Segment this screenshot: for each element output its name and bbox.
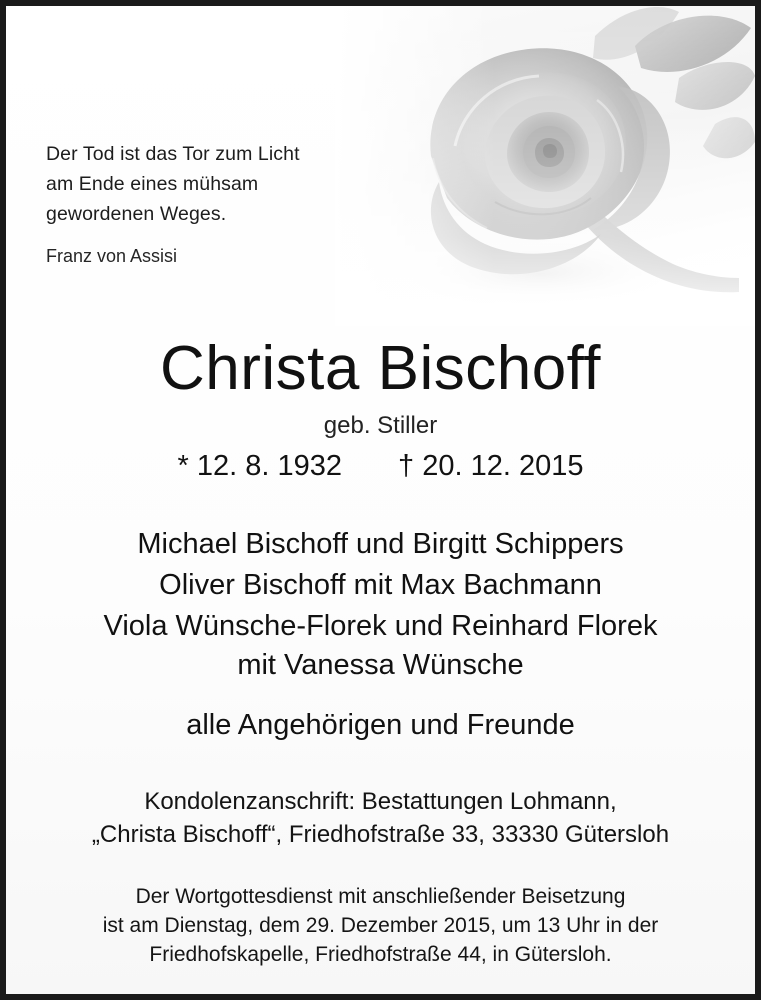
condolence-line-1: Kondolenzanschrift: Bestattungen Lohmann, [144, 788, 617, 815]
rose-photo [335, 6, 755, 326]
quote-block [46, 139, 376, 269]
rose-icon [335, 6, 755, 326]
condolence-block [6, 785, 755, 851]
family-line-2: Oliver Bischoff mit Max Bachmann [159, 569, 602, 601]
deceased-maiden-name: geb. Stiller [323, 412, 438, 439]
family-line-5: alle Angehörigen und Freunde [186, 709, 575, 741]
family-line-4: mit Vanessa Wünsche [237, 649, 524, 681]
quote-line-2: am Ende eines mühsam [46, 173, 259, 195]
family-block [6, 524, 755, 746]
deceased-name: Christa Bischoff [159, 334, 602, 403]
life-dates [6, 447, 755, 485]
service-line-1: Der Wortgottesdienst mit anschließender Beisetzung [135, 885, 626, 908]
condolence-line-2: „Christa Bischoff“, Friedhofstraße 33, 33330 Gütersloh [91, 821, 670, 848]
quote-author: Franz von Assisi [46, 246, 178, 266]
quote-line-1: Der Tod ist das Tor zum Licht [46, 143, 300, 165]
death-date: † 20. 12. 2015 [398, 450, 584, 482]
quote-line-3: gewordenen Weges. [46, 203, 227, 225]
service-line-3: Friedhofskapelle, Friedhofstraße 44, in Gütersloh. [149, 943, 612, 966]
service-block [6, 882, 755, 969]
birth-date: * 12. 8. 1932 [177, 450, 343, 482]
family-line-1: Michael Bischoff und Birgitt Schippers [137, 528, 624, 560]
notice-inner [6, 6, 755, 994]
service-line-2: ist am Dienstag, dem 29. Dezember 2015, um 13 Uhr in der [102, 914, 659, 937]
family-line-3: Viola Wünsche-Florek und Reinhard Florek [103, 610, 658, 642]
